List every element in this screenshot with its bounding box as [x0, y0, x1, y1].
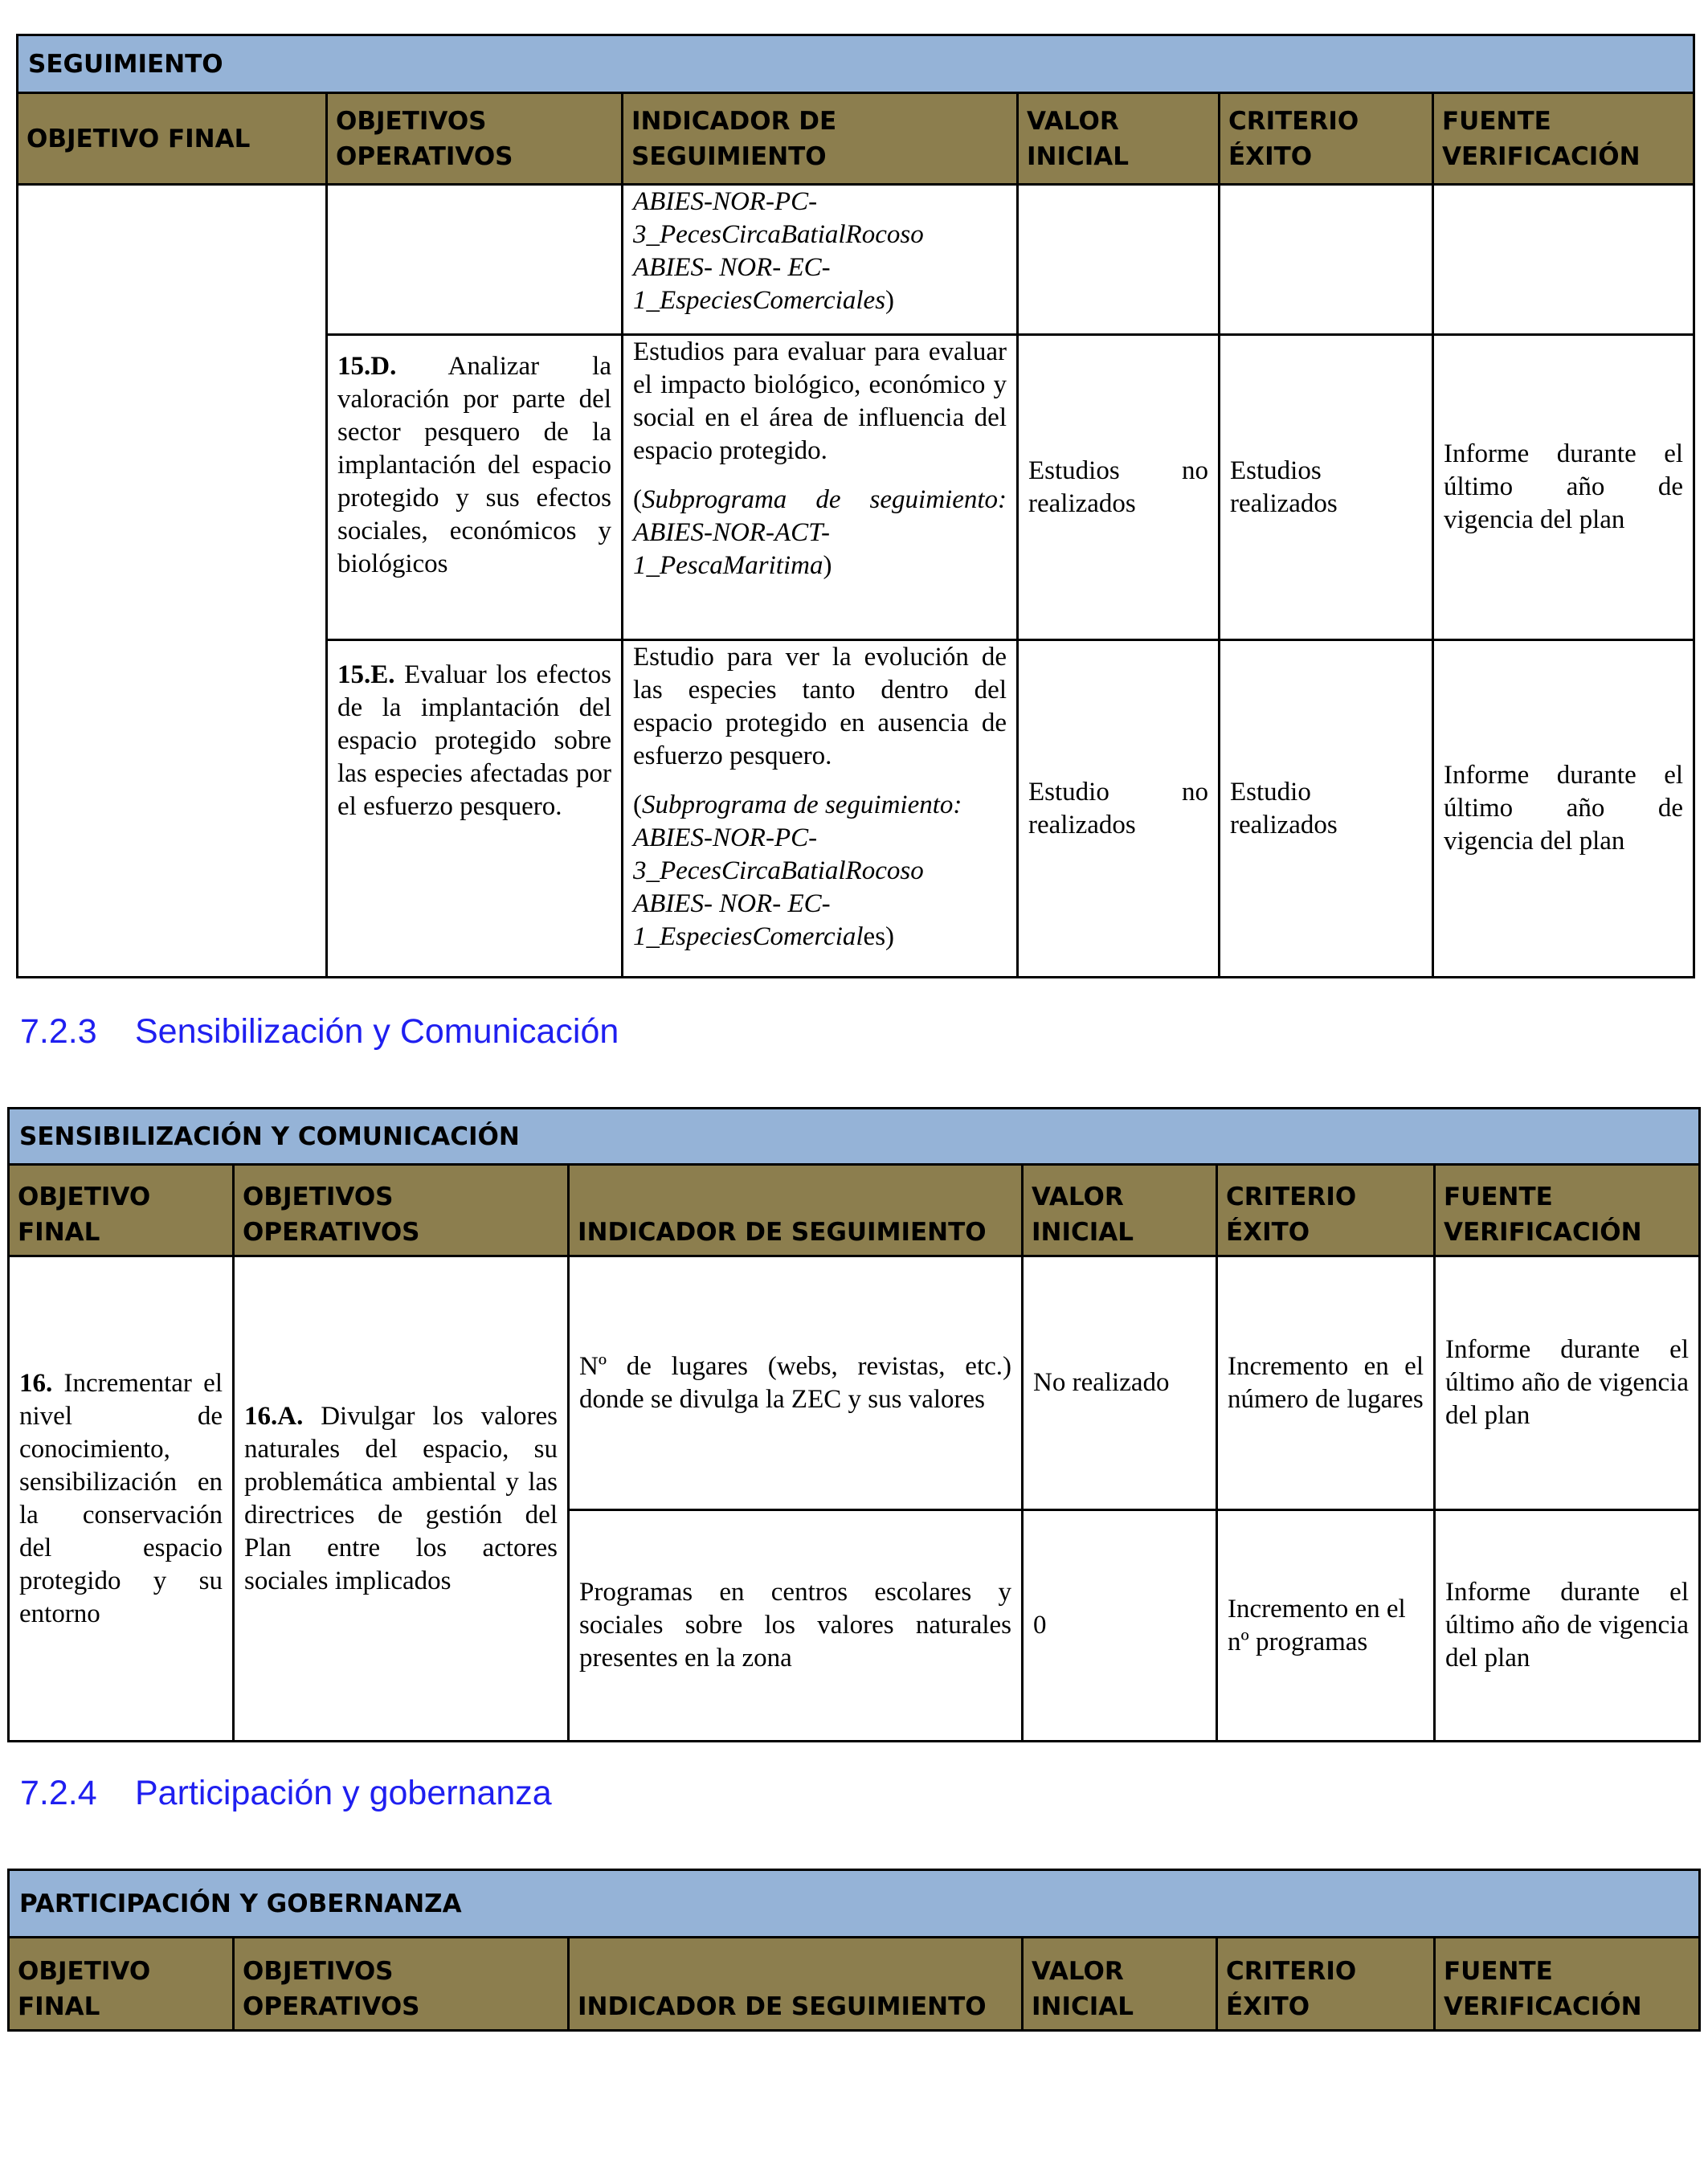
valor-cell: Estudio no realizados	[1018, 640, 1220, 978]
criterio-cell: Estudio realizados	[1220, 640, 1433, 978]
header-valor-inicial: VALOR INICIAL	[1023, 1165, 1217, 1256]
fuente-cell-empty	[1433, 185, 1694, 335]
objetivo-final-cell	[18, 185, 327, 978]
header-criterio-exito: CRITERIO ÉXITO	[1217, 1165, 1435, 1256]
header-indicador: INDICADOR DE SEGUIMIENTO	[569, 1165, 1023, 1256]
table-row	[18, 185, 1694, 335]
continued-close: )	[885, 286, 895, 315]
header-objetivos-operativos: OBJETIVOS OPERATIVOS	[234, 1165, 569, 1256]
op-code: 16.A.	[244, 1401, 304, 1431]
header-indicador: INDICADOR DE SEGUIMIENTO	[623, 93, 1018, 185]
indicator-continued	[623, 185, 1018, 335]
sensibilizacion-title: SENSIBILIZACIÓN Y COMUNICACIÓN	[9, 1109, 1700, 1165]
objetivo-code: 16.	[19, 1368, 53, 1398]
criterio-cell-empty	[1220, 185, 1433, 335]
subprograma-line: 1_EspeciesComercial	[633, 922, 864, 951]
heading-title: Sensibilización y Comunicación	[135, 1012, 619, 1051]
indicator-text: Estudios para evaluar para evaluar el impacto biológico, económico y social en el área de influencia del espacio protegido.	[633, 337, 1007, 465]
section-heading-723	[20, 1012, 619, 1052]
paren: (	[633, 485, 642, 514]
header-objetivo-final: OBJETIVO FINAL	[9, 1938, 234, 2031]
subprograma-line: 3_PecesCircaBatialRocoso	[633, 856, 924, 885]
fuente-cell: Informe durante el último año de vigencia del plan	[1433, 640, 1694, 978]
valor-cell: 0	[1023, 1510, 1217, 1742]
participacion-title: PARTICIPACIÓN Y GOBERNANZA	[9, 1870, 1700, 1938]
operativo-cell	[327, 335, 623, 640]
objetivo-final-cell	[9, 1256, 234, 1742]
operativo-cell-empty	[327, 185, 623, 335]
subprograma	[633, 484, 1007, 582]
header-valor-inicial: VALOR INICIAL	[1023, 1938, 1217, 2031]
criterio-cell: Incremento en el número de lugares	[1217, 1256, 1435, 1510]
op-code: 15.D.	[337, 352, 397, 381]
subprograma-line: ABIES- NOR- EC-	[633, 889, 831, 918]
continued-line: ABIES- NOR- EC-	[633, 253, 831, 282]
participacion-table	[7, 1869, 1701, 2032]
op-text: Evaluar los efectos de la implantación del espacio protegido sobre las especies afectadas por el esfuerzo pesquero.	[337, 660, 611, 821]
seguimiento-table	[16, 34, 1695, 978]
fuente-cell: Informe durante el último año de vigencia del plan	[1435, 1510, 1700, 1742]
section-heading-724	[20, 1774, 552, 1813]
seguimiento-title: SEGUIMIENTO	[18, 35, 1694, 93]
header-objetivos-operativos: OBJETIVOS OPERATIVOS	[327, 93, 623, 185]
paren: (	[633, 790, 642, 819]
subprograma-label: Subprograma de seguimiento: ABIES-NOR-ACT-1_PescaMaritima	[633, 485, 1007, 580]
criterio-cell: Incremento en el nº programas	[1217, 1510, 1435, 1742]
objetivo-text: Incrementar el nivel de conocimiento, sensibilización en la conservación del espacio protegido y su entorno	[19, 1368, 223, 1628]
paren: es)	[863, 922, 895, 951]
operativo-cell	[327, 640, 623, 978]
header-objetivo-final: OBJETIVO FINAL	[18, 93, 327, 185]
paren: )	[823, 551, 832, 580]
valor-cell-empty	[1018, 185, 1220, 335]
indicator-cell: Programas en centros escolares y sociales sobre los valores naturales presentes en la zona	[569, 1510, 1023, 1742]
indicator-cell: Nº de lugares (webs, revistas, etc.) donde se divulga la ZEC y sus valores	[569, 1256, 1023, 1510]
header-fuente-verificacion: FUENTE VERIFICACIÓN	[1433, 93, 1694, 185]
indicator-cell	[623, 335, 1018, 640]
valor-cell: No realizado	[1023, 1256, 1217, 1510]
heading-number: 7.2.4	[20, 1774, 97, 1812]
indicator-cell	[623, 640, 1018, 978]
header-fuente-verificacion: FUENTE VERIFICACIÓN	[1435, 1938, 1700, 2031]
header-objetivos-operativos: OBJETIVOS OPERATIVOS	[234, 1938, 569, 2031]
continued-line: 3_PecesCircaBatialRocoso	[633, 220, 924, 249]
subprograma-label: Subprograma de seguimiento:	[642, 790, 962, 819]
subprograma-line: ABIES-NOR-PC-	[633, 823, 818, 852]
op-text: Analizar la valoración por parte del sector pesquero de la implantación del espacio protegido y sus efectos sociales, económicos y biológicos	[337, 352, 611, 578]
criterio-cell: Estudios realizados	[1220, 335, 1433, 640]
header-criterio-exito: CRITERIO ÉXITO	[1217, 1938, 1435, 2031]
continued-line: 1_EspeciesComerciales	[633, 286, 886, 315]
heading-title: Participación y gobernanza	[135, 1774, 552, 1812]
header-criterio-exito: CRITERIO ÉXITO	[1220, 93, 1433, 185]
sensibilizacion-table	[7, 1107, 1701, 1742]
header-indicador: INDICADOR DE SEGUIMIENTO	[569, 1938, 1023, 2031]
table-row	[9, 1256, 1700, 1510]
header-objetivo-final: OBJETIVO FINAL	[9, 1165, 234, 1256]
subprograma	[633, 789, 1007, 954]
operativo-cell	[234, 1256, 569, 1742]
op-code: 15.E.	[337, 660, 395, 689]
continued-line: ABIES-NOR-PC-	[633, 187, 818, 216]
header-valor-inicial: VALOR INICIAL	[1018, 93, 1220, 185]
header-fuente-verificacion: FUENTE VERIFICACIÓN	[1435, 1165, 1700, 1256]
fuente-cell: Informe durante el último año de vigencia del plan	[1435, 1256, 1700, 1510]
heading-number: 7.2.3	[20, 1012, 97, 1051]
valor-cell: Estudios no realizados	[1018, 335, 1220, 640]
fuente-cell: Informe durante el último año de vigencia del plan	[1433, 335, 1694, 640]
op-text: Divulgar los valores naturales del espacio, su problemática ambiental y las directrices de gestión del Plan entre los actores sociales implicados	[244, 1401, 558, 1595]
indicator-text: Estudio para ver la evolución de las especies tanto dentro del espacio protegido en ausencia de esfuerzo pesquero.	[633, 643, 1007, 770]
